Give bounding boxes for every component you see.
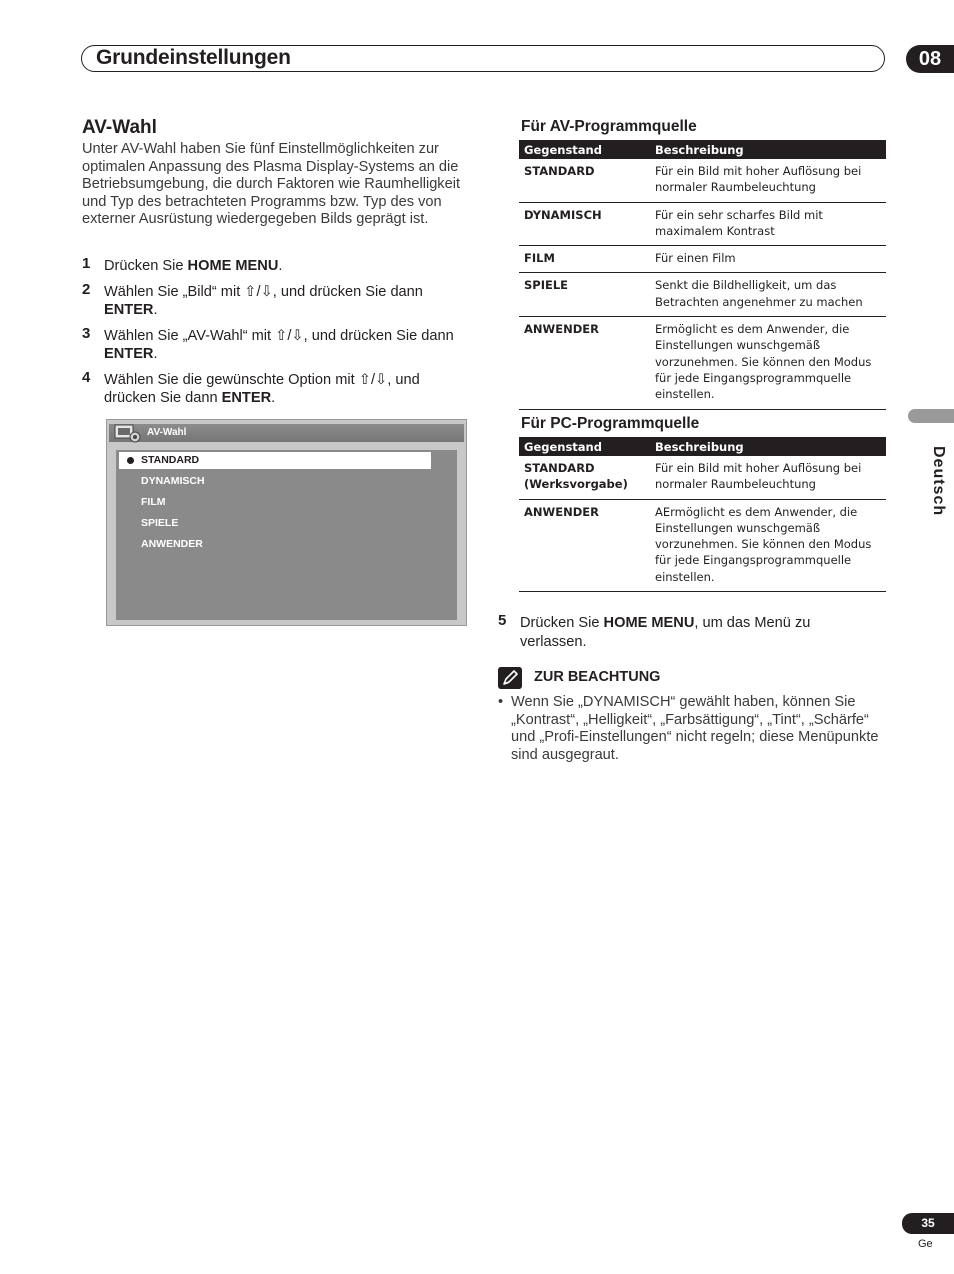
bullet-marker: • bbox=[498, 694, 504, 710]
step-item bbox=[82, 324, 474, 364]
step-item bbox=[498, 614, 878, 651]
step-text-end: . bbox=[278, 258, 283, 274]
step-keyword: HOME MENU bbox=[187, 258, 279, 274]
table-row bbox=[519, 273, 886, 317]
table-cell-key: STANDARD bbox=[519, 159, 650, 202]
table-row bbox=[519, 246, 886, 273]
picture-settings-icon bbox=[112, 423, 142, 443]
column-header: Beschreibung bbox=[650, 437, 886, 456]
osd-title: AV-Wahl bbox=[147, 427, 187, 438]
av-table-title: Für AV-Programmquelle bbox=[521, 118, 697, 135]
table-cell-desc: Für ein Bild mit hoher Auflösung bei normaler Raumbeleuchtung bbox=[650, 159, 886, 202]
table-cell-key: DYNAMISCH bbox=[519, 202, 650, 246]
step-item-5 bbox=[498, 614, 878, 658]
table-row bbox=[519, 456, 886, 499]
osd-option-spiele[interactable]: SPIELE bbox=[141, 517, 179, 529]
step-keyword: ENTER bbox=[104, 302, 154, 318]
chapter-badge: 08 bbox=[906, 45, 954, 73]
step-text-end: . bbox=[153, 346, 158, 362]
step-number: 3 bbox=[82, 324, 91, 342]
pc-table-title: Für PC-Programmquelle bbox=[521, 415, 700, 432]
language-label: Deutsch bbox=[930, 446, 947, 517]
table-header-row bbox=[519, 437, 886, 456]
step-number: 4 bbox=[82, 368, 91, 386]
osd-option-label: STANDARD bbox=[141, 454, 200, 466]
section-title: AV-Wahl bbox=[82, 117, 157, 138]
osd-options-panel bbox=[116, 450, 457, 620]
step-number: 5 bbox=[498, 612, 507, 629]
step-text: Drücken Sie bbox=[520, 615, 604, 631]
table-cell-desc: Ermöglicht es dem Anwender, die Einstellungen wunschgemäß vorzunehmen. Sie können den Modus für jede Eingangsprogrammquelle einstellen. bbox=[650, 317, 886, 409]
step-text: Wählen Sie die gewünschte Option mit ⇧/⇩, und drücken Sie dann bbox=[104, 371, 420, 406]
page-header-title: Grundeinstellungen bbox=[96, 46, 291, 69]
step-item bbox=[82, 280, 474, 320]
av-source-table bbox=[519, 140, 886, 410]
note-title: ZUR BEACHTUNG bbox=[534, 669, 661, 685]
step-item bbox=[82, 368, 474, 408]
osd-option-dynamisch[interactable]: DYNAMISCH bbox=[141, 475, 205, 487]
step-text: Wählen Sie „Bild“ mit ⇧/⇩, und drücken Sie dann bbox=[104, 283, 423, 300]
table-cell-desc: Für ein sehr scharfes Bild mit maximalem Kontrast bbox=[650, 202, 886, 246]
table-cell-key: ANWENDER bbox=[519, 317, 650, 409]
table-cell-desc: AErmöglicht es dem Anwender, die Einstellungen wunschgemäß vorzunehmen. Sie können den Modus für jede Eingangsprogrammquelle einstellen. bbox=[650, 499, 886, 591]
note-text: Wenn Sie „DYNAMISCH“ gewählt haben, können Sie „Kontrast“, „Helligkeit“, „Farbsättigung“, „Tint“, „Schärfe“ und „Profi-Einstellungen“ nicht regeln; diese Menüpunkte sind ausgegraut. bbox=[511, 694, 879, 763]
osd-titlebar bbox=[109, 424, 464, 442]
table-row bbox=[519, 159, 886, 202]
step-text-end: . bbox=[153, 302, 158, 318]
note-body bbox=[498, 694, 883, 764]
step-text-end: . bbox=[271, 390, 276, 406]
step-number: 1 bbox=[82, 255, 91, 272]
step-keyword: HOME MENU bbox=[603, 615, 695, 631]
language-tab-marker bbox=[908, 409, 954, 423]
selected-dot-icon bbox=[127, 457, 134, 464]
table-header-row bbox=[519, 140, 886, 159]
osd-menu-screenshot bbox=[106, 419, 467, 626]
osd-option-anwender[interactable]: ANWENDER bbox=[141, 538, 203, 550]
step-text: Drücken Sie bbox=[104, 258, 188, 274]
table-cell-key: ANWENDER bbox=[519, 499, 650, 591]
pencil-note-icon bbox=[498, 667, 522, 689]
osd-option-standard[interactable] bbox=[119, 452, 431, 469]
page-number: 35 bbox=[902, 1213, 954, 1234]
osd-option-film[interactable]: FILM bbox=[141, 496, 166, 508]
table-cell-key: STANDARD (Werksvorgabe) bbox=[519, 456, 650, 499]
steps-list bbox=[82, 257, 474, 415]
table-row bbox=[519, 202, 886, 246]
step-number: 2 bbox=[82, 280, 91, 298]
table-cell-desc: Für einen Film bbox=[650, 246, 886, 273]
table-cell-key: FILM bbox=[519, 246, 650, 273]
table-row bbox=[519, 499, 886, 591]
step-keyword: ENTER bbox=[221, 390, 272, 406]
table-cell-key: SPIELE bbox=[519, 273, 650, 317]
column-header: Gegenstand bbox=[519, 140, 650, 159]
step-text: Wählen Sie „AV-Wahl“ mit ⇧/⇩, und drücken Sie dann bbox=[104, 327, 454, 344]
pc-source-table bbox=[519, 437, 886, 592]
column-header: Beschreibung bbox=[650, 140, 886, 159]
step-text-end: , um das Menü zu verlassen. bbox=[520, 615, 811, 650]
table-cell-desc: Für ein Bild mit hoher Auflösung bei normaler Raumbeleuchtung bbox=[650, 456, 886, 499]
step-keyword: ENTER bbox=[104, 346, 154, 362]
step-item bbox=[82, 257, 474, 276]
section-intro: Unter AV-Wahl haben Sie fünf Einstellmöglichkeiten zur optimalen Anpassung des Plasma Display-Systems an die Betriebsumgebung, die durch Faktoren wie Raumhelligkeit und Typ des betrachteten Programms bzw. Typ des von externer Ausrüstung wiedergegeben Bilds geprägt ist. bbox=[82, 141, 461, 228]
table-cell-desc: Senkt die Bildhelligkeit, um das Betrachten angenehmer zu machen bbox=[650, 273, 886, 317]
column-header: Gegenstand bbox=[519, 437, 650, 456]
table-row bbox=[519, 317, 886, 409]
page-language-code: Ge bbox=[918, 1238, 933, 1250]
